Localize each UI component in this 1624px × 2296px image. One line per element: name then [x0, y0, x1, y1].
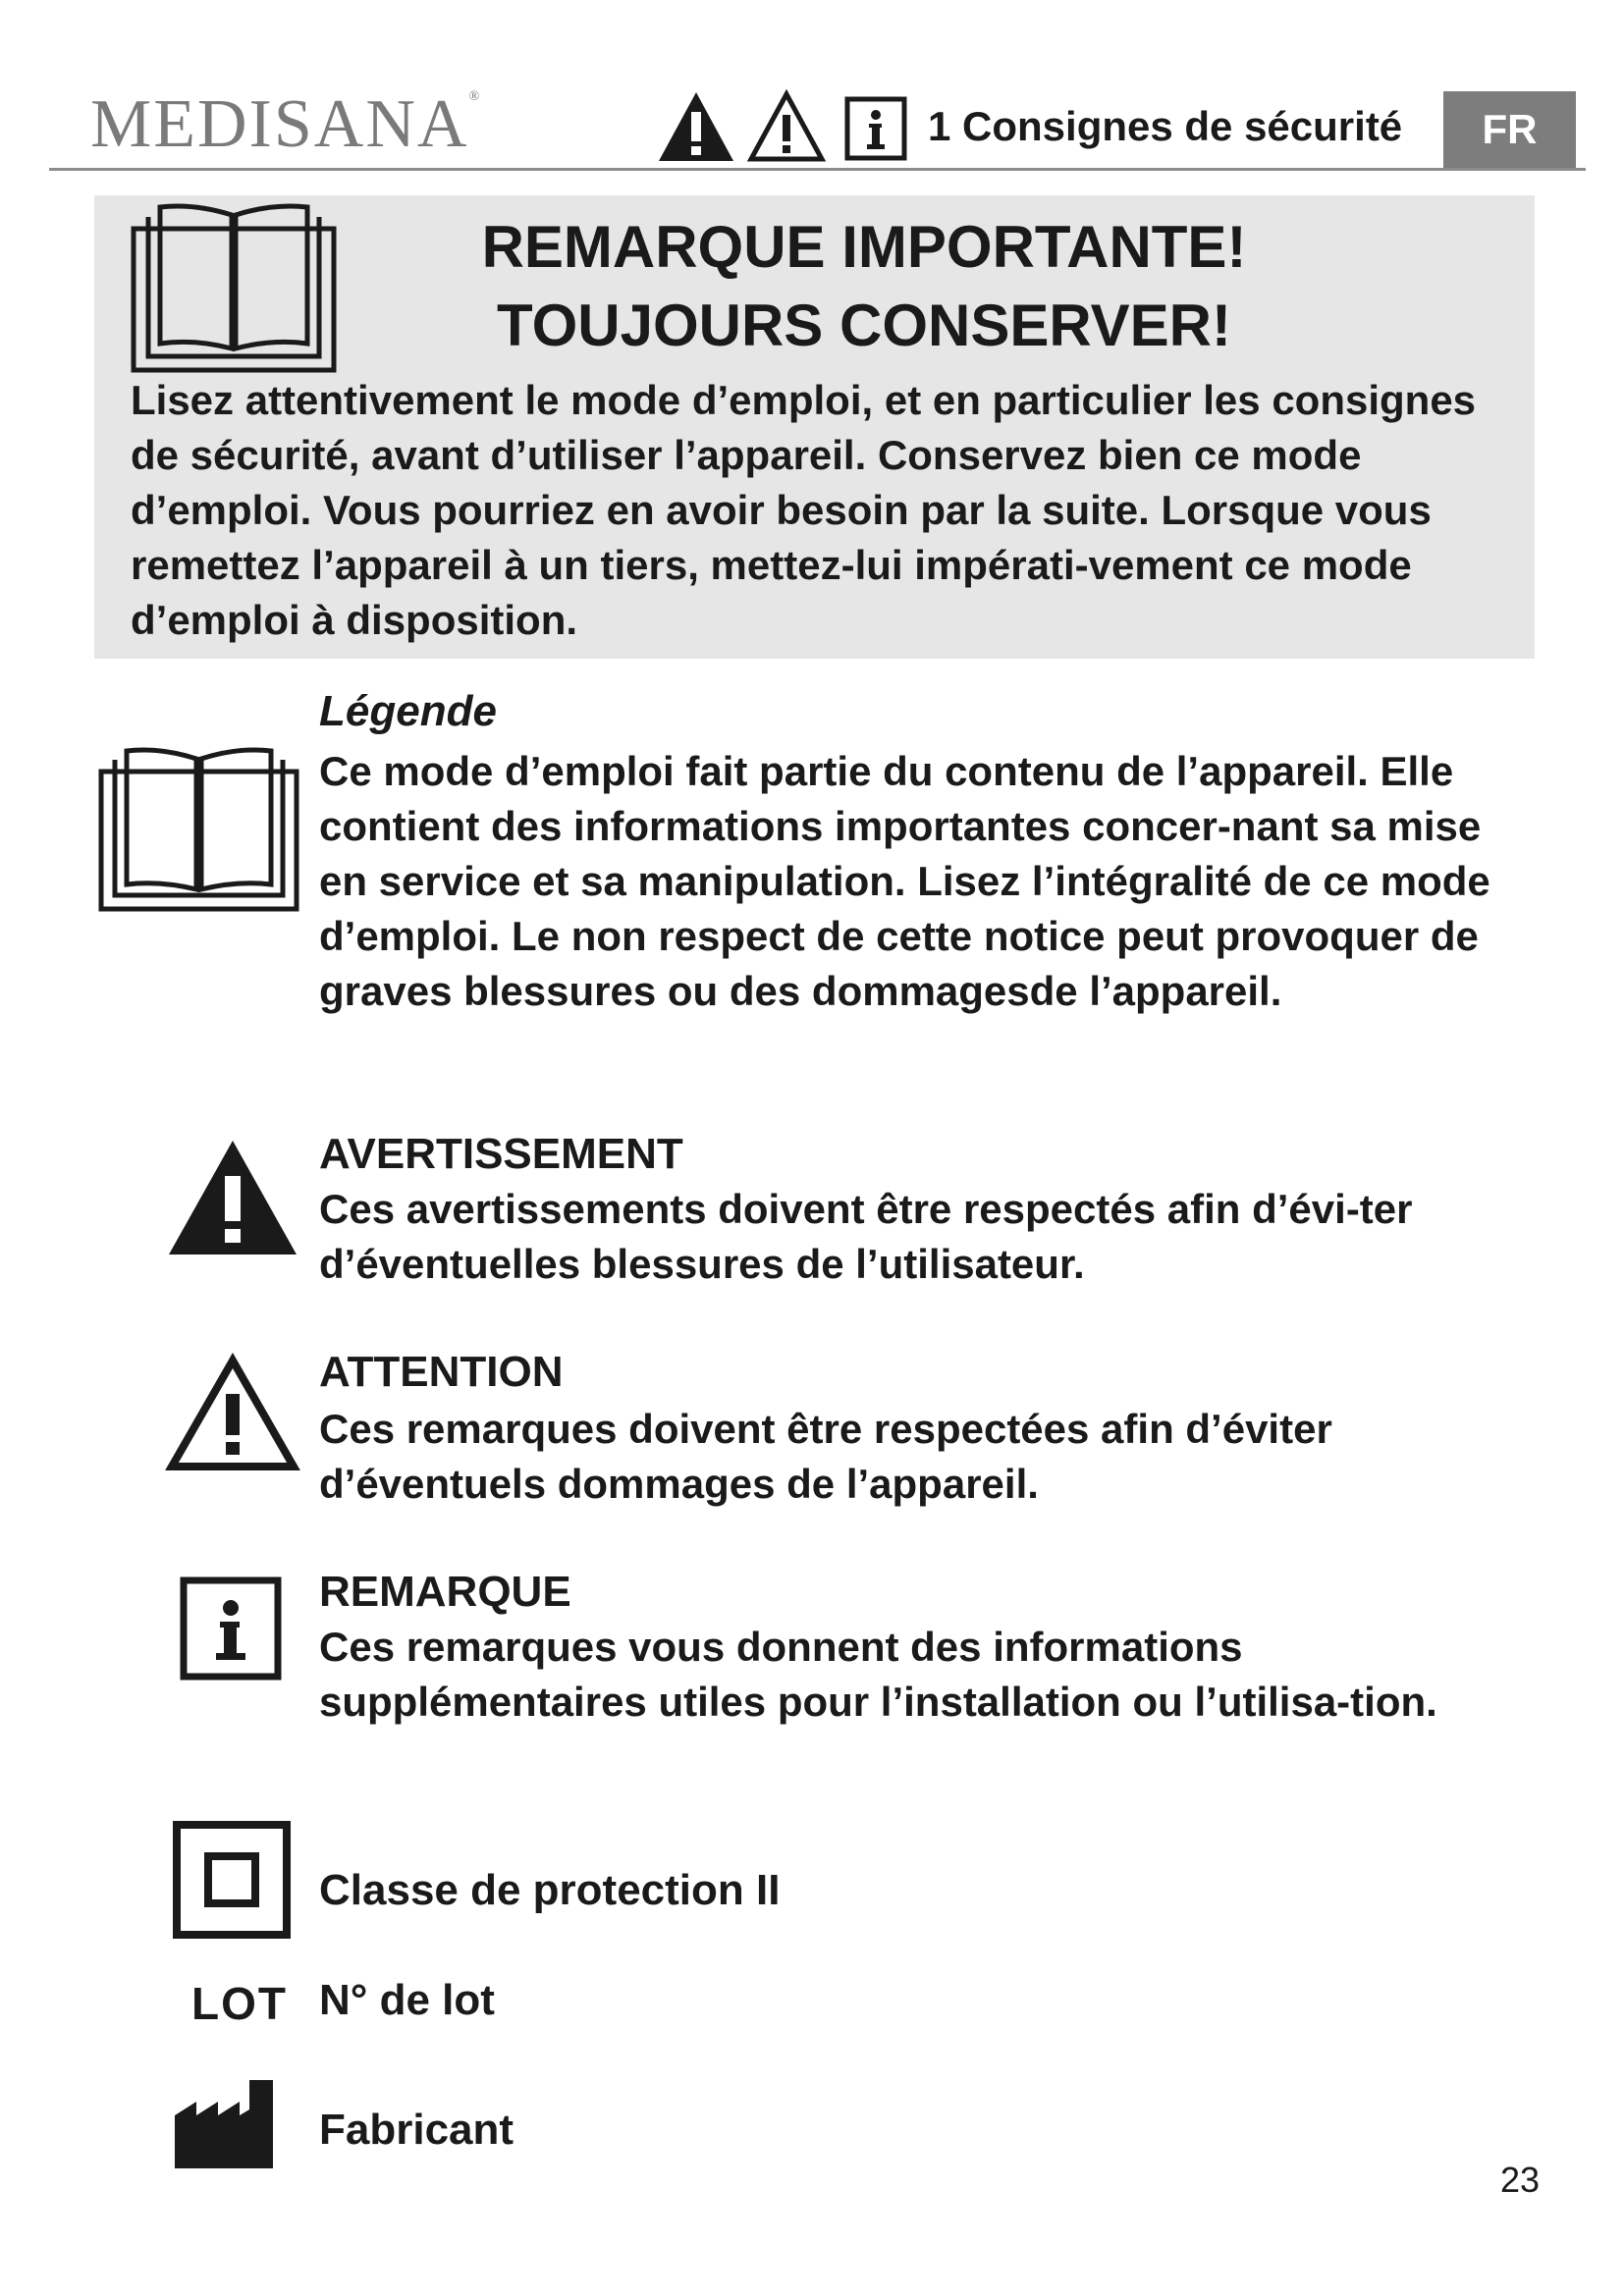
warning-outline-icon	[165, 1353, 300, 1474]
warning-filled-icon	[165, 1137, 300, 1258]
important-body: Lisez attentivement le mode d’emploi, et en particulier les consignes de sécurité, avant d’utiliser l’appareil. Conservez bien ce mode d’emploi. Vous pourriez en avoir besoin par la suite. Lorsque vous remettez l’appareil à un tiers, mettez-lui impérati-vement ce mode d’emploi à disposition.	[131, 377, 1477, 643]
important-title-line1: REMARQUE IMPORTANTE!	[481, 214, 1247, 280]
brand-registered-mark: ®	[468, 89, 482, 104]
language-code: FR	[1482, 106, 1538, 152]
book-icon	[131, 201, 337, 373]
double-square-icon	[173, 1821, 291, 1939]
brand-name: MEDISANA	[90, 86, 469, 162]
important-title	[324, 208, 1404, 365]
page-number: 23	[1500, 2160, 1541, 2200]
warning-filled-icon	[656, 88, 736, 165]
manufacturer-label: Fabricant	[319, 2106, 514, 2154]
header-divider	[49, 168, 1586, 171]
legend-heading: Légende	[319, 687, 497, 735]
important-title-line2: TOUJOURS CONSERVER!	[497, 293, 1231, 358]
caution-title: ATTENTION	[319, 1348, 564, 1396]
info-icon	[844, 96, 907, 161]
lot-symbol: LOT	[191, 1978, 288, 2029]
warning-outline-icon	[746, 88, 827, 165]
info-icon	[180, 1576, 282, 1681]
manual-description: Ce mode d’emploi fait partie du contenu de l’appareil. Elle contient des informations importantes concer-nant sa mise en service et sa manipulation. Lisez l’intégralité de ce mode d’emploi. Le non respect de cette notice peut provoquer de graves blessures ou des dommagesde l’appareil.	[319, 748, 1490, 1014]
warning-description: Ces avertissements doivent être respectés afin d’évi-ter d’éventuelles blessures de l’utilisateur.	[319, 1186, 1413, 1287]
lot-number-label: N° de lot	[319, 1976, 495, 2024]
language-tab	[1443, 91, 1576, 168]
caution-description: Ces remarques doivent être respectées afin d’éviter d’éventuels dommages de l’appareil.	[319, 1406, 1332, 1507]
section-title: 1 Consignes de sécurité	[928, 103, 1403, 149]
brand-logo	[90, 86, 482, 162]
note-title: REMARQUE	[319, 1568, 571, 1616]
note-description: Ces remarques vous donnent des informations supplémentaires utiles pour l’installation ou l’utilisa-tion.	[319, 1624, 1437, 1725]
factory-icon	[173, 2076, 275, 2170]
warning-title: AVERTISSEMENT	[319, 1130, 683, 1178]
book-icon	[98, 746, 299, 913]
protection-class-label: Classe de protection II	[319, 1866, 781, 1914]
